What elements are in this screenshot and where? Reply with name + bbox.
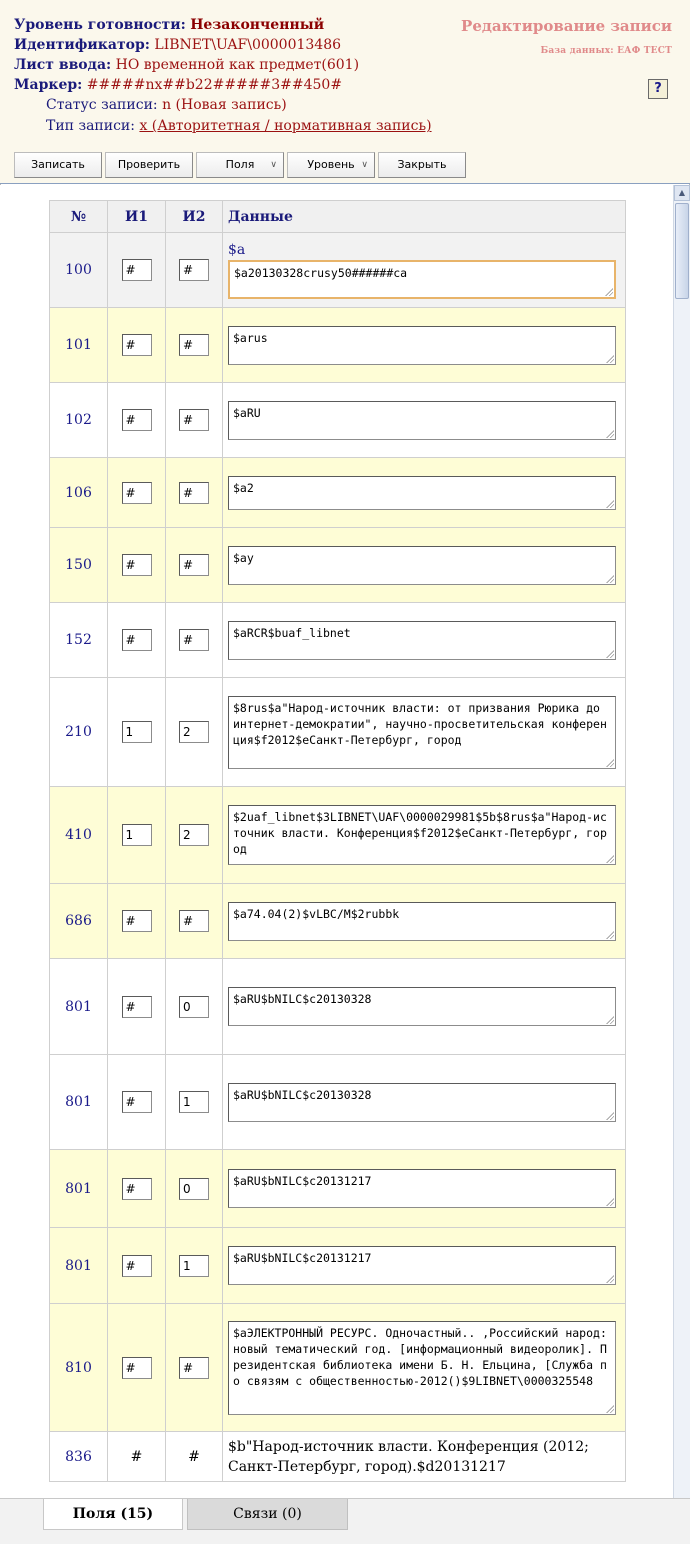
identifier-line: [14, 37, 341, 53]
indicator1-input[interactable]: #: [122, 1255, 152, 1277]
record-status-line: [46, 97, 287, 113]
indicator2-input[interactable]: #: [179, 629, 209, 651]
record-type-label: Тип записи:: [46, 118, 135, 134]
field-number: 102: [50, 383, 108, 458]
field-data-text: $aRU$bNILC$c20130328: [233, 992, 372, 1006]
field-data-input[interactable]: [228, 621, 616, 660]
field-data-text: $ay: [233, 550, 254, 565]
scroll-up-icon[interactable]: ▲: [674, 185, 690, 201]
tab-fields[interactable]: [43, 1499, 183, 1530]
field-number: 810: [50, 1304, 108, 1432]
resize-handle-icon[interactable]: [605, 429, 614, 438]
indicator2-input[interactable]: #: [179, 910, 209, 932]
indicator1-input[interactable]: 1: [122, 824, 152, 846]
resize-handle-icon[interactable]: [605, 854, 614, 863]
field-number: 210: [50, 678, 108, 787]
table-row: [50, 308, 626, 383]
indicator2-input[interactable]: #: [179, 482, 209, 504]
help-icon[interactable]: ?: [648, 79, 668, 99]
identifier-label: Идентификатор:: [14, 37, 150, 53]
tab-links[interactable]: [187, 1499, 348, 1530]
table-header-row: [50, 201, 626, 233]
database-label: База данных: ЕАФ ТЕСТ: [540, 46, 672, 56]
field-number: 686: [50, 884, 108, 959]
indicator1-input[interactable]: #: [122, 554, 152, 576]
record-type-line: [46, 118, 432, 134]
mode-title: Редактирование записи: [461, 17, 672, 35]
resize-handle-icon[interactable]: [605, 1015, 614, 1024]
field-number: 152: [50, 603, 108, 678]
field-data-input[interactable]: [228, 401, 616, 440]
fields-panel: [0, 185, 673, 1498]
table-row: [50, 1304, 626, 1432]
field-data-text: $aRU$bNILC$c20131217: [233, 1174, 372, 1188]
field-data-input[interactable]: [228, 696, 616, 769]
field-number: 801: [50, 1150, 108, 1228]
table-row: [50, 1432, 626, 1482]
indicator2-input[interactable]: #: [179, 1357, 209, 1379]
readiness-value: Незаконченный: [190, 17, 325, 33]
resize-handle-icon[interactable]: [605, 1197, 614, 1206]
field-number: 100: [50, 233, 108, 308]
indicator2-input[interactable]: #: [179, 259, 209, 281]
input-sheet-line: [14, 57, 359, 73]
field-data-text: $aRU$bNILC$c20131217: [233, 1251, 372, 1265]
table-row: [50, 787, 626, 884]
field-data-text: $aRU$bNILC$c20130328: [233, 1087, 372, 1102]
table-row: [50, 1055, 626, 1150]
marker-value: #####nx##b22#####3##450#: [86, 77, 343, 93]
chevron-down-icon: ∨: [270, 160, 277, 170]
field-number: 801: [50, 959, 108, 1055]
indicator1-input[interactable]: #: [122, 996, 152, 1018]
subfield-label: $a: [228, 241, 246, 258]
resize-handle-icon[interactable]: [604, 287, 613, 296]
field-number: 801: [50, 1228, 108, 1304]
field-number: 101: [50, 308, 108, 383]
vertical-scrollbar[interactable]: [673, 185, 690, 1498]
indicator1-input[interactable]: #: [122, 334, 152, 356]
col-ind1-header: И1: [108, 201, 166, 233]
save-button-label: Записать: [31, 158, 85, 171]
field-data-text: $b"Народ-источник власти. Конференция (2012; Санкт-Петербург, город).$d20131217: [228, 1438, 589, 1475]
field-data-input[interactable]: [228, 546, 616, 585]
indicator1-input[interactable]: #: [122, 259, 152, 281]
indicator1-input[interactable]: #: [122, 1178, 152, 1200]
record-type-link[interactable]: x (Авторитетная / нормативная запись): [139, 118, 432, 134]
resize-handle-icon[interactable]: [605, 758, 614, 767]
field-number: 410: [50, 787, 108, 884]
indicator1-input[interactable]: #: [122, 482, 152, 504]
tab-fields-label: Поля (15): [72, 1506, 154, 1522]
resize-handle-icon[interactable]: [605, 930, 614, 939]
field-data-text: $aЭЛЕКТРОННЫЙ РЕСУРС. Одночастный.. ,Российский народ: новый тематический год. [информационный видеоролик]. Президентская библиотека имени Б. Н. Ельцина, [Служба по связям с общественностью-2012()$9LIBNET\0000325548: [233, 1325, 614, 1388]
field-data-input[interactable]: [228, 476, 616, 510]
col-data-header: Данные: [223, 201, 626, 233]
identifier-value: LIBNET\UAF\0000013486: [154, 37, 342, 53]
table-row: [50, 528, 626, 603]
field-data-text: $arus: [233, 330, 268, 345]
input-sheet-value: НО временной как предмет(601): [115, 57, 360, 73]
record-status-value: n (Новая запись): [162, 97, 287, 113]
field-data-input[interactable]: [228, 260, 616, 299]
fields-dropdown-label: Поля: [225, 158, 255, 171]
field-data-text: $aRU: [233, 405, 261, 420]
field-data-input[interactable]: [228, 326, 616, 365]
indicator2-input[interactable]: 0: [179, 1178, 209, 1200]
check-button[interactable]: [105, 152, 193, 178]
readiness-label: Уровень готовности:: [14, 17, 186, 33]
field-data-input[interactable]: [228, 1169, 616, 1208]
bottom-tabs: [0, 1498, 690, 1544]
field-data-input[interactable]: [228, 1246, 616, 1285]
indicator1-input[interactable]: #: [122, 409, 152, 431]
field-data-text: $8rus$a"Народ-источник власти: от призвания Рюрика до интернет-демократии", научно-просветительская конференция$f2012$eСанкт-Петербург, город: [233, 700, 607, 747]
table-row: [50, 603, 626, 678]
field-data-text: $a2: [233, 480, 254, 495]
table-row: [50, 1228, 626, 1304]
field-number: 801: [50, 1055, 108, 1150]
tab-links-label: Связи (0): [233, 1506, 302, 1522]
table-row: [50, 383, 626, 458]
scrollbar-thumb[interactable]: [675, 203, 689, 299]
indicator1-input[interactable]: #: [122, 1091, 152, 1113]
indicator1-input[interactable]: #: [122, 1357, 152, 1379]
save-button[interactable]: [14, 152, 102, 178]
level-dropdown-button[interactable]: [287, 152, 375, 178]
close-button[interactable]: [378, 152, 466, 178]
resize-handle-icon[interactable]: [605, 1111, 614, 1120]
indicator2-input[interactable]: 0: [179, 996, 209, 1018]
field-number: 836: [50, 1432, 108, 1482]
field-data-input[interactable]: [228, 902, 616, 941]
indicator2-input[interactable]: #: [179, 409, 209, 431]
col-ind2-header: И2: [166, 201, 223, 233]
indicator2-input[interactable]: #: [179, 554, 209, 576]
table-row: [50, 1150, 626, 1228]
field-data-text: $aRCR$buaf_libnet: [233, 625, 351, 640]
indicator2-input[interactable]: #: [179, 334, 209, 356]
field-data-input[interactable]: [228, 1321, 616, 1415]
field-number: 150: [50, 528, 108, 603]
field-data-text: $a74.04(2)$vLBC/M$2rubbk: [233, 906, 400, 921]
indicator2-input[interactable]: 2: [179, 824, 209, 846]
indicator2-input[interactable]: 1: [179, 1091, 209, 1113]
record-header: [0, 0, 690, 184]
check-button-label: Проверить: [117, 158, 181, 171]
field-data-input[interactable]: [228, 987, 616, 1026]
resize-handle-icon[interactable]: [605, 574, 614, 583]
readiness-line: [14, 17, 324, 33]
marker-line: [14, 77, 342, 93]
indicator1-input[interactable]: 1: [122, 721, 152, 743]
close-button-label: Закрыть: [397, 158, 447, 171]
resize-handle-icon[interactable]: [605, 499, 614, 508]
table-row: [50, 678, 626, 787]
indicator2-value: #: [188, 1448, 200, 1465]
indicator2-input[interactable]: 2: [179, 721, 209, 743]
marker-label: Маркер:: [14, 77, 83, 93]
record-status-label: Статус записи:: [46, 97, 158, 113]
table-row: [50, 233, 626, 308]
resize-handle-icon[interactable]: [605, 1274, 614, 1283]
resize-handle-icon[interactable]: [605, 354, 614, 363]
fields-table: [49, 200, 626, 1482]
indicator1-input[interactable]: #: [122, 910, 152, 932]
field-data-input[interactable]: [228, 805, 616, 865]
level-dropdown-label: Уровень: [307, 158, 355, 171]
resize-handle-icon[interactable]: [605, 1404, 614, 1413]
field-data-input[interactable]: [228, 1083, 616, 1122]
table-row: [50, 959, 626, 1055]
indicator1-value: #: [130, 1448, 143, 1465]
chevron-down-icon: ∨: [361, 160, 368, 170]
indicator1-input[interactable]: #: [122, 629, 152, 651]
indicator2-input[interactable]: 1: [179, 1255, 209, 1277]
field-data-text: $2uaf_libnet$3LIBNET\UAF\0000029981$5b$8rus$a"Народ-источник власти. Конференция$f2012$eСанкт-Петербург, город: [233, 810, 607, 856]
field-number: 106: [50, 458, 108, 528]
resize-handle-icon[interactable]: [605, 649, 614, 658]
field-data-text: $a20130328crusy50######ca: [234, 265, 408, 280]
col-num-header: №: [50, 201, 108, 233]
table-row: [50, 458, 626, 528]
fields-dropdown-button[interactable]: [196, 152, 284, 178]
table-row: [50, 884, 626, 959]
input-sheet-label: Лист ввода:: [14, 57, 112, 73]
